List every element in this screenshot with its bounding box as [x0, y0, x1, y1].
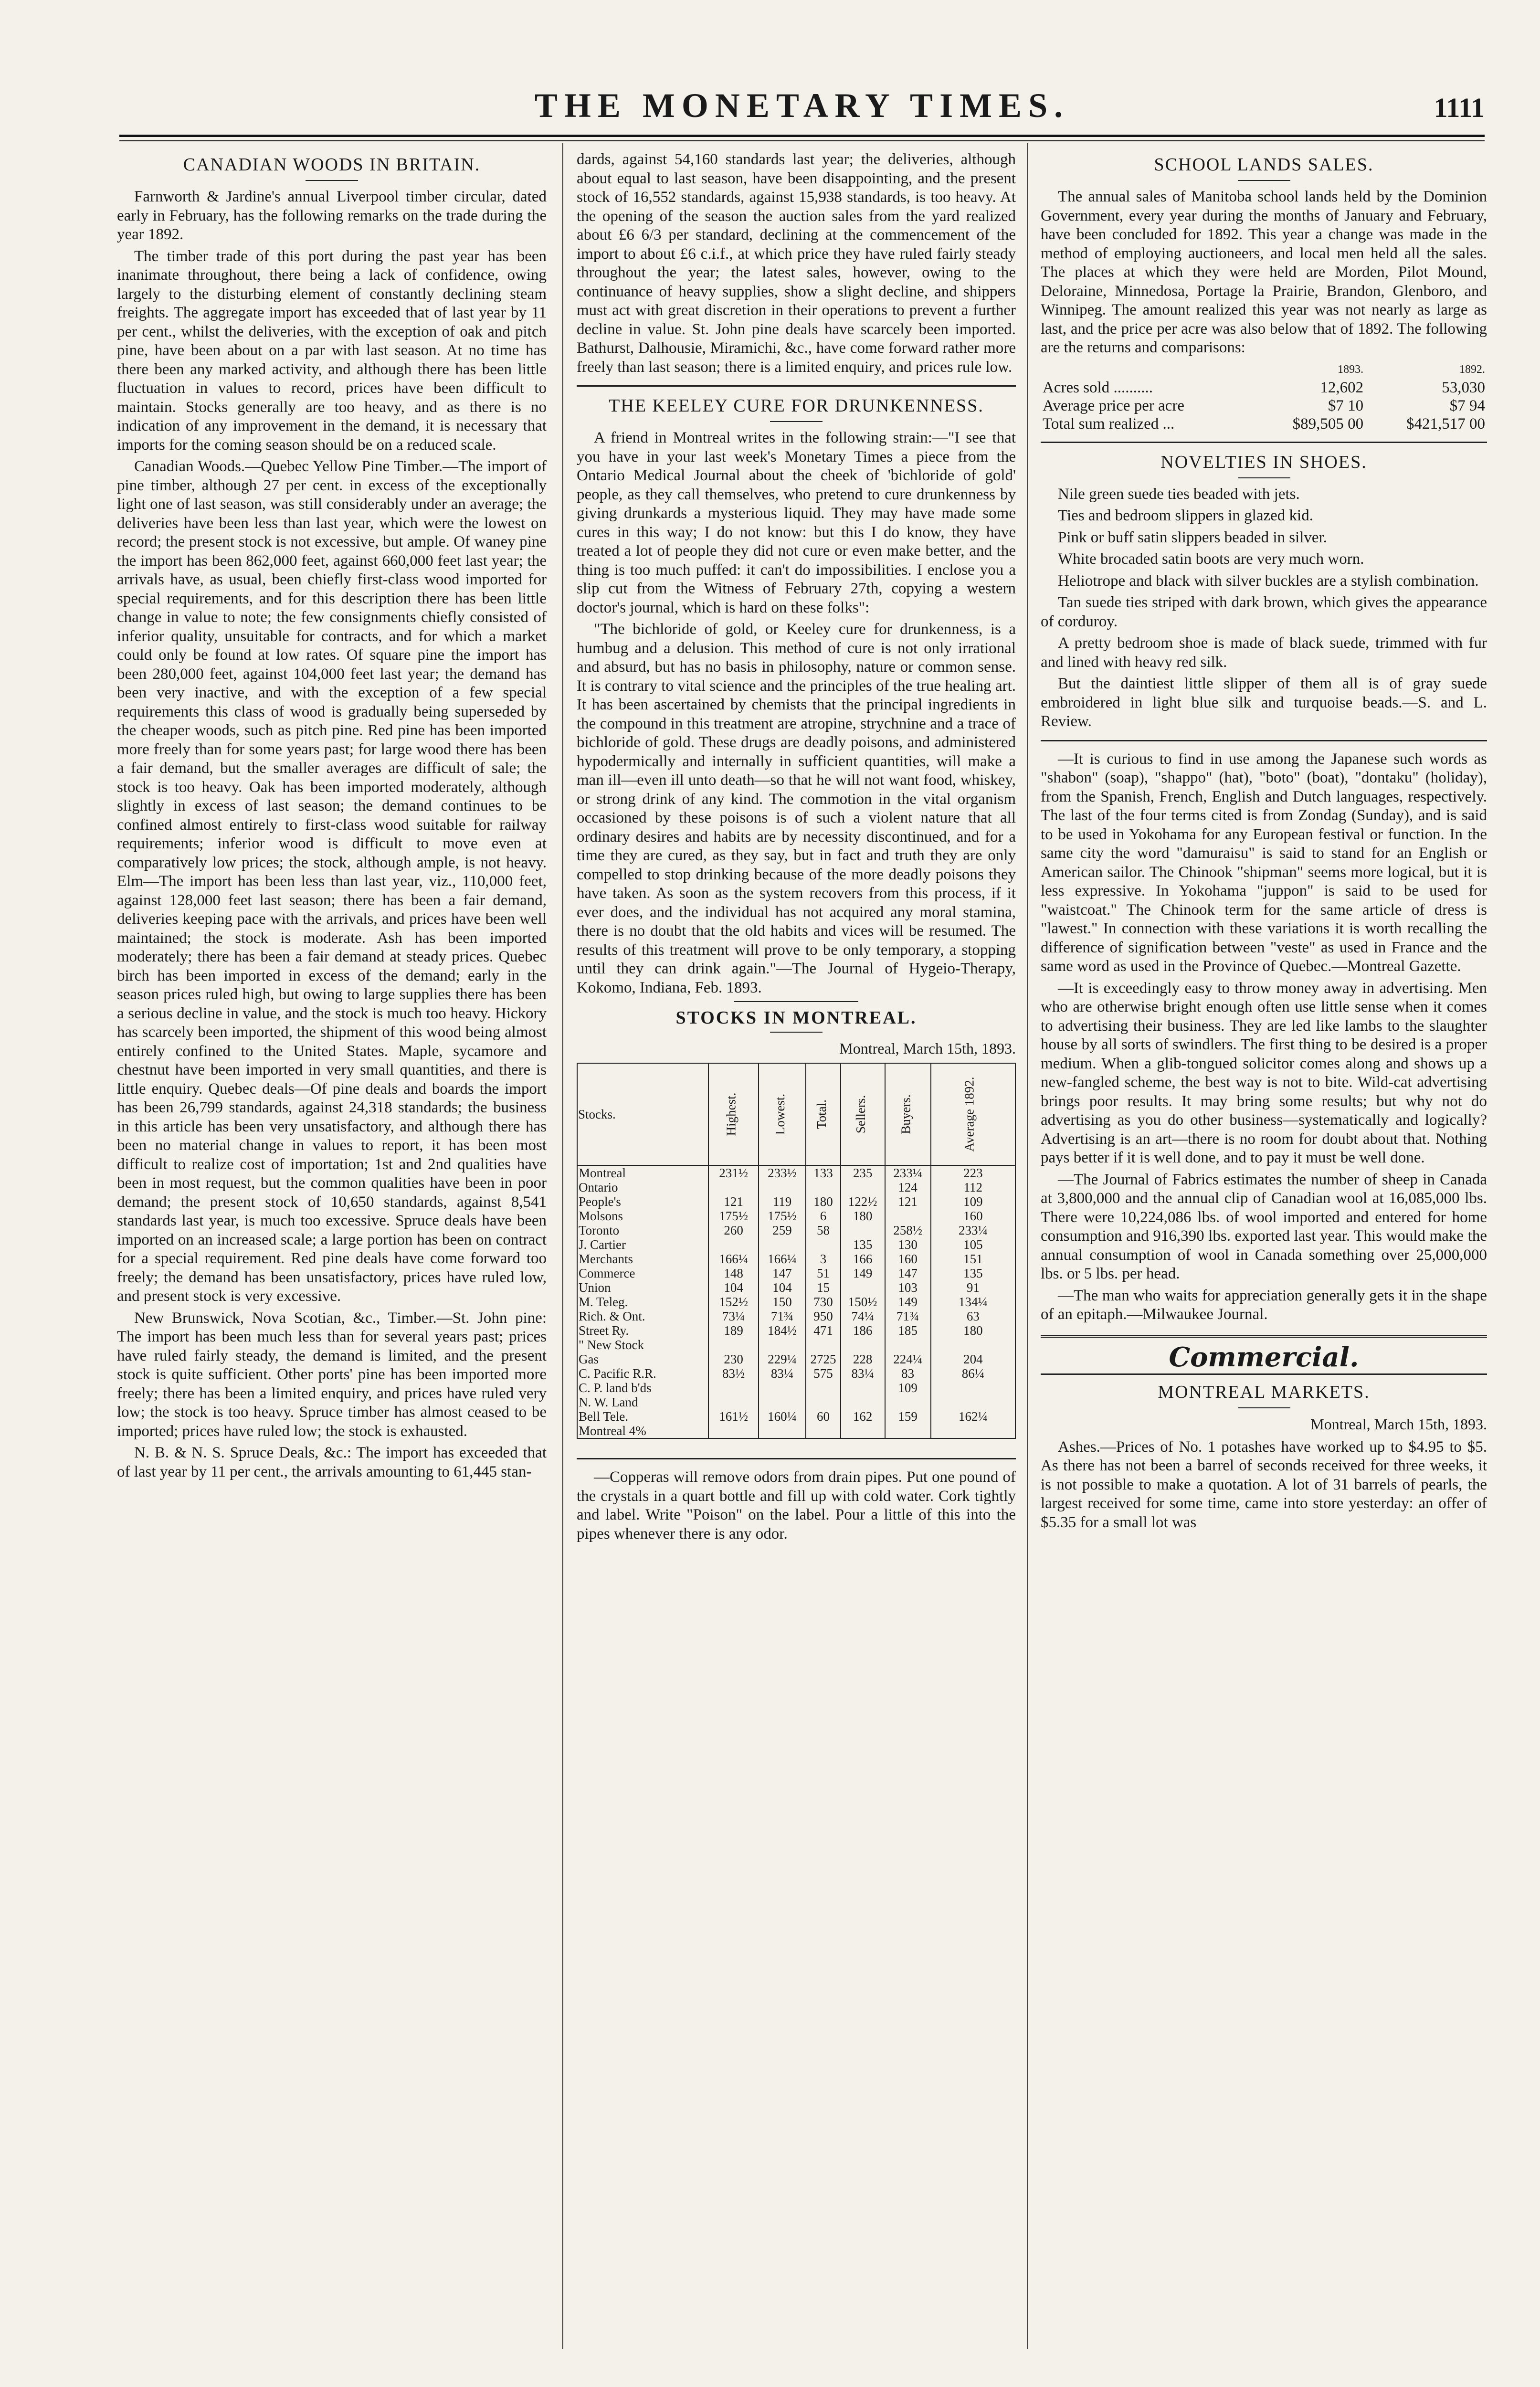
- stock-value-cell: 109: [931, 1194, 1015, 1209]
- stock-value-cell: [708, 1338, 758, 1352]
- stock-value-cell: 147: [759, 1266, 806, 1280]
- stock-value-cell: 229¼: [759, 1352, 806, 1366]
- article-title-canadian-woods: CANADIAN WOODS IN BRITAIN.: [183, 155, 481, 175]
- value-cell: 12,602: [1320, 379, 1364, 396]
- stock-value-cell: [708, 1381, 758, 1395]
- row-label-cell: Average price per acre: [1043, 397, 1185, 414]
- stock-value-cell: 135: [841, 1237, 885, 1252]
- year-label: 1892.: [1459, 363, 1485, 376]
- section-divider-double: [1041, 1335, 1487, 1338]
- stock-value-cell: 185: [885, 1323, 931, 1338]
- stock-name-cell: Gas: [577, 1352, 708, 1366]
- school-lands-body: [1041, 379, 1487, 433]
- stocks-header: [577, 1063, 708, 1165]
- stock-name-cell: Street Ry.: [577, 1323, 708, 1338]
- stock-value-cell: 130: [885, 1237, 931, 1252]
- stocks-header: [806, 1063, 841, 1165]
- stocks-row: [577, 1237, 1015, 1252]
- stocks-table: [577, 1063, 1016, 1439]
- paragraph: Ties and bedroom slippers in glazed kid.: [1058, 507, 1313, 524]
- stocks-table-body: [577, 1165, 1015, 1438]
- stocks-row: [577, 1194, 1015, 1209]
- stock-value-cell: 71¾: [885, 1309, 931, 1323]
- stock-value-cell: 224¼: [885, 1352, 931, 1366]
- title-rule: [1238, 1407, 1290, 1408]
- stock-value-cell: [931, 1338, 1015, 1352]
- stock-value-cell: 180: [806, 1194, 841, 1209]
- school-lands-row: [1041, 397, 1487, 415]
- stock-value-cell: 950: [806, 1309, 841, 1323]
- header-label: Sellers.: [853, 1095, 868, 1134]
- stock-value-cell: [806, 1381, 841, 1395]
- stocks-table-title: STOCKS IN MONTREAL.: [675, 1008, 917, 1028]
- stock-value-cell: 3: [806, 1252, 841, 1266]
- paragraph: Canadian Woods.—Quebec Yellow Pine Timber.—The import of pine timber, although 27 per cent. in excess of the exceptionally light one of last season, was still considerably under an average; the deliveries have been less than last year, which were the lowest on record; the present stock is not excessive, but ample. Of waney pine the import has been 862,000 feet, against 660,000 feet last year; the arrivals have, as usual, been chiefly first-class wood imported for special requirements, and for this description there has been little change in value to note; the few consignments chiefly consisted of inferior quality, unsuitable for contracts, and for which a market could only be found at low rates. Of square pine the import has been 280,000 feet, against 104,000 feet last year; the demand has been very inactive, and with the exception of a few special requirements this class of wood is gradually being superseded by the cheaper woods, such as pitch pine. Red pine has been imported more freely than for some years past; for large wood there has been a fair demand, but the smaller averages are difficult of sale; the stock is too heavy. Oak has been imported moderately, although slightly in excess of last season; the demand continues to be confined almost entirely to first-class wood suitable for railway requirements; inferior wood is difficult to move even at comparatively low prices; the stock, although ample, is not heavy. Elm—The import has been less than last year, viz., 110,000 feet, against 128,000 feet last season; there has been a fair demand, deliveries keeping pace with the arrivals, and prices have been well maintained; the stock is moderate. Ash has been imported moderately; there has been a fair demand at steady prices. Quebec birch has been imported in excess of the demand; early in the season prices ruled high, but owing to large supplies there has been a serious decline in value, and the stock is much too heavy. Hickory has scarcely been imported, the shipment of this wood being almost entirely confined to the United States. Maple, sycamore and chestnut have been imported in very small quantities, and there is little enquiry. Quebec deals—Of pine deals and boards the import has been 26,799 standards, against 24,318 standards; the business in this article has been very unsatisfactory, and although there has been no material change in values to report, it has been most difficult to realize cost of importation; 1st and 2nd qualities have been in most request, but the common qualities have been in poor demand; the present stock of 10,650 standards, against 8,541 standards last year, is much too excessive. Spruce deals have been imported on an increased scale; a large portion has been on contract for a special requirement. Red pine deals have come forward too freely; the demand has been unsatisfactory, prices have ruled low, and present stock is very excessive.: [117, 458, 547, 1305]
- stock-value-cell: [759, 1395, 806, 1409]
- stocks-header: [885, 1063, 931, 1165]
- stock-value-cell: 148: [708, 1266, 758, 1280]
- stock-name-cell: Commerce: [577, 1266, 708, 1280]
- stock-value-cell: [759, 1381, 806, 1395]
- header-rule-thin: [119, 140, 1485, 141]
- school-lands-row: [1041, 415, 1487, 433]
- paragraph: The annual sales of Manitoba school lands held by the Dominion Government, every year during the months of January and February, have been concluded for 1892. This year a change was made in the method of employing auctioneers, and local men held all the sales. The places at which they were held are Morden, Pilot Mound, Deloraine, Minnedosa, Portage la Prairie, Brandon, Glenboro, and Winnipeg. The amount realized this year was not nearly as large as last, and the price per acre was also below that of 1892. The following are the returns and comparisons:: [1041, 188, 1487, 356]
- paragraph: N. B. & N. S. Spruce Deals, &c.: The import has exceeded that of last year by 11 per cent., the arrivals amounting to 61,445 stan-: [117, 1444, 547, 1480]
- stock-value-cell: 180: [841, 1209, 885, 1223]
- stock-value-cell: [759, 1338, 806, 1352]
- value-cell: $421,517 00: [1406, 415, 1485, 433]
- stock-value-cell: [841, 1424, 885, 1438]
- stock-value-cell: 51: [806, 1266, 841, 1280]
- stock-value-cell: 230: [708, 1352, 758, 1366]
- stock-value-cell: 258½: [885, 1223, 931, 1237]
- commercial-section-heading: Commercial.: [1169, 1341, 1359, 1373]
- school-lands-row: [1041, 379, 1487, 397]
- article-title-shoes: NOVELTIES IN SHOES.: [1160, 452, 1367, 472]
- stocks-row: [577, 1223, 1015, 1237]
- section-divider: [577, 1458, 1016, 1459]
- title-rule: [770, 1032, 823, 1033]
- stock-value-cell: 166¼: [708, 1252, 758, 1266]
- stock-value-cell: 119: [759, 1194, 806, 1209]
- stock-value-cell: [806, 1237, 841, 1252]
- stock-name-cell: " New Stock: [577, 1338, 708, 1352]
- stock-value-cell: 121: [708, 1194, 758, 1209]
- stock-value-cell: 150: [759, 1295, 806, 1309]
- stock-value-cell: [806, 1424, 841, 1438]
- stock-value-cell: 83: [885, 1366, 931, 1381]
- paragraph: "The bichloride of gold, or Keeley cure for drunkenness, is a humbug and a delusion. This method of cure is not only irrational and absurd, but has no basis in philosophy, nature or common sense. It is contrary to vital science and the principles of the true healing art. It has been ascertained by chemists that the principal ingredients in the compound in this treatment are atropine, strychnine and a trace of bichloride of gold. These drugs are deadly poisons, and administered hypodermically and internally in sufficient quantities, will make a man ill—even ill unto death—so that he will not want food, whiskey, or strong drink of any kind. The commotion in the vital organism occasioned by these poisons is of such a violent nature that all ordinary desires and habits are by necessity discontinued, and for a time they are cured, as they say, but in fact and truth they are only compelled to stop drinking because of the more deadly poisons they have taken. As soon as the system recovers from this process, if it ever does, and the individual has not acquired any moral stamina, there is no doubt that the old habits and vices will be resumed. The results of this treatment will prove to be only temporary, a stopping until they can drink again."—The Journal of Hygeio-Therapy, Kokomo, Indiana, Feb. 1893.: [577, 621, 1016, 996]
- stock-value-cell: 91: [931, 1280, 1015, 1295]
- stock-value-cell: 160: [931, 1209, 1015, 1223]
- paragraph: A pretty bedroom shoe is made of black suede, trimmed with fur and lined with heavy red silk.: [1041, 634, 1487, 671]
- stock-value-cell: [759, 1237, 806, 1252]
- paragraph: Farnworth & Jardine's annual Liverpool timber circular, dated early in February, has the following remarks on the trade during the year 1892.: [117, 188, 547, 243]
- stock-value-cell: 235: [841, 1165, 885, 1180]
- stock-value-cell: [931, 1424, 1015, 1438]
- blank-cell: [1041, 360, 1255, 379]
- stock-value-cell: 147: [885, 1266, 931, 1280]
- stock-name-cell: Union: [577, 1280, 708, 1295]
- school-lands-table: [1041, 360, 1487, 433]
- paragraph: —The man who waits for appreciation generally gets it in the shape of an epitaph.—Milwaukee Journal.: [1041, 1287, 1487, 1323]
- stock-value-cell: 86¼: [931, 1366, 1015, 1381]
- article-title-keeley-cure: THE KEELEY CURE FOR DRUNKENNESS.: [609, 396, 984, 416]
- stock-value-cell: 233¼: [885, 1165, 931, 1180]
- stock-value-cell: 150½: [841, 1295, 885, 1309]
- stocks-row: [577, 1395, 1015, 1409]
- stock-value-cell: 152½: [708, 1295, 758, 1309]
- stock-value-cell: 135: [931, 1266, 1015, 1280]
- stock-value-cell: 83¼: [759, 1366, 806, 1381]
- section-divider: [577, 385, 1016, 387]
- stock-value-cell: 149: [841, 1266, 885, 1280]
- stock-value-cell: [841, 1395, 885, 1409]
- stock-value-cell: 175½: [708, 1209, 758, 1223]
- stock-value-cell: 180: [931, 1323, 1015, 1338]
- stock-value-cell: [931, 1381, 1015, 1395]
- column-3: [1041, 150, 1487, 2346]
- stock-value-cell: 575: [806, 1366, 841, 1381]
- article-title-montreal-markets: MONTREAL MARKETS.: [1158, 1382, 1370, 1402]
- stock-name-cell: Bell Tele.: [577, 1409, 708, 1424]
- stock-name-cell: Merchants: [577, 1252, 708, 1266]
- stock-name-cell: J. Cartier: [577, 1237, 708, 1252]
- stock-value-cell: 162: [841, 1409, 885, 1424]
- column-divider-1: [562, 143, 563, 2349]
- paragraph: —It is curious to find in use among the Japanese such words as "shabon" (soap), "shappo" (hat), "boto" (boat), "dontaku" (holiday), from the Spanish, French, English and Dutch languages, respectively. The last of the four terms cited is from Zondag (Sunday), and is said to be used in Yokohama for any European festival or function. In the same city the word "damuraisu" is said to stand for an English or American sailor. The Chinook "shipman" seems more logical, but it is less expressive. In Yokohama "juppon" is said to be used for "waistcoat." The Chinook term for the same article of dress is "lawest." In connection with these variations it is worth recalling the difference of signification between "veste" as used in France and the same word as used in the Province of Quebec.—Montreal Gazette.: [1041, 750, 1487, 975]
- column-2: [577, 150, 1016, 2346]
- stock-value-cell: 166¼: [759, 1252, 806, 1266]
- stock-value-cell: 73¼: [708, 1309, 758, 1323]
- stock-value-cell: 204: [931, 1352, 1015, 1366]
- stock-value-cell: [708, 1395, 758, 1409]
- stock-value-cell: 104: [759, 1280, 806, 1295]
- stock-value-cell: 151: [931, 1252, 1015, 1266]
- title-rule: [306, 180, 358, 181]
- paragraph: A friend in Montreal writes in the following strain:—"I see that you have in your last week's Monetary Times a piece from the Ontario Medical Journal about the cheek of 'bichloride of gold' people, as they call themselves, who pretend to cure drunkenness by giving drunkards a mysterious liquid. They may have made some cures in this way; I do not know: but this I do know, they have treated a lot of people they did not cure or even make better, and the thing is too much puffed: it can't do impossibilities. I enclose you a slip cut from the Witness of February 27th, copying a western doctor's journal, which is hard on these folks":: [577, 429, 1016, 616]
- stocks-header-row: [577, 1063, 1015, 1165]
- paragraph: New Brunswick, Nova Scotian, &c., Timber.—St. John pine: The import has been much less than for several years past; prices have ruled fairly steady, the demand is limited, and the present stock is quite sufficient. Other ports' pine has been imported more freely; there has been a limited enquiry, and prices have ruled very low; the stock is too heavy. Spruce timber has almost ceased to be imported; prices have ruled low; the stock is exhausted.: [117, 1309, 547, 1440]
- column-divider-2: [1027, 143, 1028, 2349]
- stock-value-cell: 2725: [806, 1352, 841, 1366]
- stock-value-cell: 63: [931, 1309, 1015, 1323]
- stock-value-cell: 160: [885, 1252, 931, 1266]
- stock-value-cell: [841, 1280, 885, 1295]
- stock-value-cell: 109: [885, 1381, 931, 1395]
- stock-value-cell: [841, 1223, 885, 1237]
- header-label: Average 1892.: [962, 1077, 977, 1152]
- stock-value-cell: 122½: [841, 1194, 885, 1209]
- section-divider: [734, 1001, 858, 1002]
- stocks-row: [577, 1180, 1015, 1194]
- title-rule: [770, 421, 823, 422]
- stock-value-cell: [841, 1180, 885, 1194]
- stock-value-cell: [885, 1424, 931, 1438]
- stock-value-cell: 104: [708, 1280, 758, 1295]
- stocks-row: [577, 1366, 1015, 1381]
- paragraph: Heliotrope and black with silver buckles are a stylish combination.: [1058, 572, 1479, 590]
- stocks-row: [577, 1280, 1015, 1295]
- stock-value-cell: 161½: [708, 1409, 758, 1424]
- stocks-row: [577, 1209, 1015, 1223]
- stock-value-cell: 71¾: [759, 1309, 806, 1323]
- stock-value-cell: 159: [885, 1409, 931, 1424]
- stock-name-cell: Ontario: [577, 1180, 708, 1194]
- value-cell: 53,030: [1442, 379, 1485, 396]
- stock-value-cell: 58: [806, 1223, 841, 1237]
- stock-name-cell: M. Teleg.: [577, 1295, 708, 1309]
- stock-value-cell: 162¼: [931, 1409, 1015, 1424]
- stock-value-cell: 166: [841, 1252, 885, 1266]
- stock-value-cell: 103: [885, 1280, 931, 1295]
- stock-value-cell: [806, 1395, 841, 1409]
- stock-value-cell: 134¼: [931, 1295, 1015, 1309]
- stock-value-cell: [885, 1395, 931, 1409]
- stocks-header: [708, 1063, 758, 1165]
- stock-value-cell: [806, 1338, 841, 1352]
- stocks-row: [577, 1381, 1015, 1395]
- stock-value-cell: 149: [885, 1295, 931, 1309]
- publication-title: THE MONETARY TIMES.: [534, 86, 1070, 125]
- markets-dateline: Montreal, March 15th, 1893.: [1310, 1415, 1487, 1433]
- stock-value-cell: 74¼: [841, 1309, 885, 1323]
- section-divider: [1041, 740, 1487, 741]
- stock-value-cell: 259: [759, 1223, 806, 1237]
- stock-value-cell: 184½: [759, 1323, 806, 1338]
- stock-value-cell: 223: [931, 1165, 1015, 1180]
- header-label: Highest.: [724, 1092, 738, 1136]
- stock-value-cell: 160¼: [759, 1409, 806, 1424]
- stock-name-cell: C. Pacific R.R.: [577, 1366, 708, 1381]
- stocks-row: [577, 1323, 1015, 1338]
- stock-name-cell: Rich. & Ont.: [577, 1309, 708, 1323]
- stock-value-cell: [708, 1237, 758, 1252]
- paragraph: White brocaded satin boots are very much worn.: [1058, 550, 1364, 568]
- stock-value-cell: 83½: [708, 1366, 758, 1381]
- stocks-row: [577, 1266, 1015, 1280]
- stocks-header: [931, 1063, 1015, 1165]
- section-divider: [1041, 1373, 1487, 1375]
- stock-value-cell: 231½: [708, 1165, 758, 1180]
- stock-value-cell: [759, 1180, 806, 1194]
- stock-name-cell: People's: [577, 1194, 708, 1209]
- row-label-cell: Total sum realized ...: [1043, 415, 1175, 433]
- paragraph: Tan suede ties striped with dark brown, which gives the appearance of corduroy.: [1041, 594, 1487, 630]
- header-label: Total.: [814, 1099, 829, 1129]
- stock-name-cell: Molsons: [577, 1209, 708, 1223]
- stocks-dateline: Montreal, March 15th, 1893.: [839, 1039, 1016, 1057]
- column-1: [117, 150, 547, 2346]
- masthead: [119, 86, 1485, 134]
- stock-value-cell: 260: [708, 1223, 758, 1237]
- page-number: 1111: [1434, 92, 1485, 123]
- stocks-row: [577, 1252, 1015, 1266]
- paragraph: Ashes.—Prices of No. 1 potashes have worked up to $4.95 to $5. As there has not been a barrel of seconds received for three weeks, it is not possible to make a quotation. A lot of 31 barrels of pearls, the largest received for some time, came into store yesterday: an offer of $5.35 for a small lot was: [1041, 1438, 1487, 1531]
- year-row: [1041, 360, 1487, 379]
- row-label-cell: Acres sold ..........: [1043, 379, 1153, 396]
- paragraph: —The Journal of Fabrics estimates the number of sheep in Canada at 3,800,000 and the annual clip of Canadian wool at 16,085,000 lbs. There were 10,224,086 lbs. of wool imported and entered for home consumption and 916,390 lbs. exported last year. This would make the annual consumption of wool in Canada something over 25,000,000 lbs. or 5 lbs. per head.: [1041, 1171, 1487, 1282]
- stock-name-cell: Montreal 4%: [577, 1424, 708, 1438]
- stock-value-cell: [708, 1424, 758, 1438]
- stock-value-cell: [806, 1180, 841, 1194]
- header-rule: [119, 135, 1485, 137]
- stock-value-cell: 15: [806, 1280, 841, 1295]
- stock-name-cell: Toronto: [577, 1223, 708, 1237]
- paragraph: Pink or buff satin slippers beaded in silver.: [1058, 528, 1327, 546]
- stock-value-cell: 228: [841, 1352, 885, 1366]
- stocks-header: [759, 1063, 806, 1165]
- stock-value-cell: [841, 1381, 885, 1395]
- paragraph: The timber trade of this port during the past year has been inanimate throughout, there being a lack of confidence, owing largely to the disturbing element of constantly declining steam freights. The aggregate import has exceeded that of last year by 11 per cent., whilst the deliveries, with the exception of oak and pitch pine, have been about on a par with last season. At no time has there been any marked activity, and although there has been little fluctuation in values to record, prices have been difficult to maintain. Stocks generally are too heavy, and as there is no indication of any improvement in the demand, it is necessary that imports for the coming season should be on a reduced scale.: [117, 247, 547, 454]
- stock-value-cell: [885, 1338, 931, 1352]
- stock-value-cell: [885, 1209, 931, 1223]
- stock-name-cell: C. P. land b'ds: [577, 1381, 708, 1395]
- stock-value-cell: [708, 1180, 758, 1194]
- stock-value-cell: 730: [806, 1295, 841, 1309]
- stocks-row: [577, 1409, 1015, 1424]
- stock-value-cell: 175½: [759, 1209, 806, 1223]
- stock-value-cell: 83¼: [841, 1366, 885, 1381]
- paragraph-copperas: —Copperas will remove odors from drain pipes. Put one pound of the crystals in a quart bottle and fill up with cold water. Cork tightly and label. Write "Poison" on the label. Pour a little of this into the pipes whenever there is any odor.: [577, 1468, 1016, 1542]
- value-cell: $7 94: [1449, 397, 1485, 414]
- stocks-row: [577, 1295, 1015, 1309]
- stock-value-cell: 105: [931, 1237, 1015, 1252]
- stock-value-cell: [841, 1338, 885, 1352]
- value-cell: $7 10: [1328, 397, 1364, 414]
- stock-value-cell: [931, 1395, 1015, 1409]
- stocks-row: [577, 1352, 1015, 1366]
- stocks-header: [841, 1063, 885, 1165]
- header-label: Lowest.: [772, 1093, 787, 1135]
- stock-value-cell: 112: [931, 1180, 1015, 1194]
- title-rule: [1238, 180, 1290, 181]
- stocks-row: [577, 1309, 1015, 1323]
- stock-value-cell: 189: [708, 1323, 758, 1338]
- section-divider: [1041, 442, 1487, 443]
- value-cell: $89,505 00: [1292, 415, 1364, 433]
- stock-value-cell: 60: [806, 1409, 841, 1424]
- paragraph: But the daintiest little slipper of them all is of gray suede embroidered in light blue silk and turquoise beads.—S. and L. Review.: [1041, 675, 1487, 730]
- header-label: Buyers.: [898, 1094, 913, 1134]
- stock-value-cell: 233½: [759, 1165, 806, 1180]
- paragraph: —It is exceedingly easy to throw money away in advertising. Men who are otherwise bright enough often use little sense when it comes to advertising their business. They are led like lambs to the slaughter house by all sorts of swindlers. The first thing to be desired is a proper medium. When a glib-tongued solicitor comes along and shows up a new-fangled scheme, the best way is not to bite. Wild-cat advertising brings poor results. It may bring some results; but why not do advertising as you do other business—systematically and logically? Advertising is an art—there is no room for doubt about that. Nothing pays better if it is well done, and to pay it must be well done.: [1041, 979, 1487, 1166]
- stock-value-cell: [759, 1424, 806, 1438]
- stock-value-cell: 233¼: [931, 1223, 1015, 1237]
- stock-value-cell: 471: [806, 1323, 841, 1338]
- stock-value-cell: 186: [841, 1323, 885, 1338]
- paragraph: Nile green suede ties beaded with jets.: [1058, 485, 1300, 503]
- header-label: Stocks.: [578, 1107, 616, 1121]
- stocks-row: [577, 1424, 1015, 1438]
- stocks-row: [577, 1165, 1015, 1180]
- stock-name-cell: N. W. Land: [577, 1395, 708, 1409]
- article-title-school-lands: SCHOOL LANDS SALES.: [1154, 155, 1374, 175]
- stock-value-cell: 133: [806, 1165, 841, 1180]
- year-label: 1893.: [1338, 363, 1364, 376]
- stocks-row: [577, 1338, 1015, 1352]
- title-rule: [1238, 477, 1290, 478]
- stock-name-cell: Montreal: [577, 1165, 708, 1180]
- continued-paragraph: dards, against 54,160 standards last year; the deliveries, although about equal to last season, have been disappointing, and the present stock of 16,552 standards, against 15,938 standards, is too heavy. At the opening of the season the auction sales from the yard realized about £6 6/3 per standard, declining at the commencement of the import to about £6 c.i.f., at which price they have ruled fairly steady throughout the year; the latest sales, however, owing to the continuance of heavy supplies, show a slight decline, and shippers must act with great discretion in their operations to prevent a further decline in value. St. John pine deals have scarcely been imported. Bathurst, Dalhousie, Miramichi, &c., have come forward rather more freely than last season; there is a limited enquiry, and prices rule low.: [577, 151, 1016, 376]
- stock-value-cell: 6: [806, 1209, 841, 1223]
- stock-value-cell: 124: [885, 1180, 931, 1194]
- stock-value-cell: 121: [885, 1194, 931, 1209]
